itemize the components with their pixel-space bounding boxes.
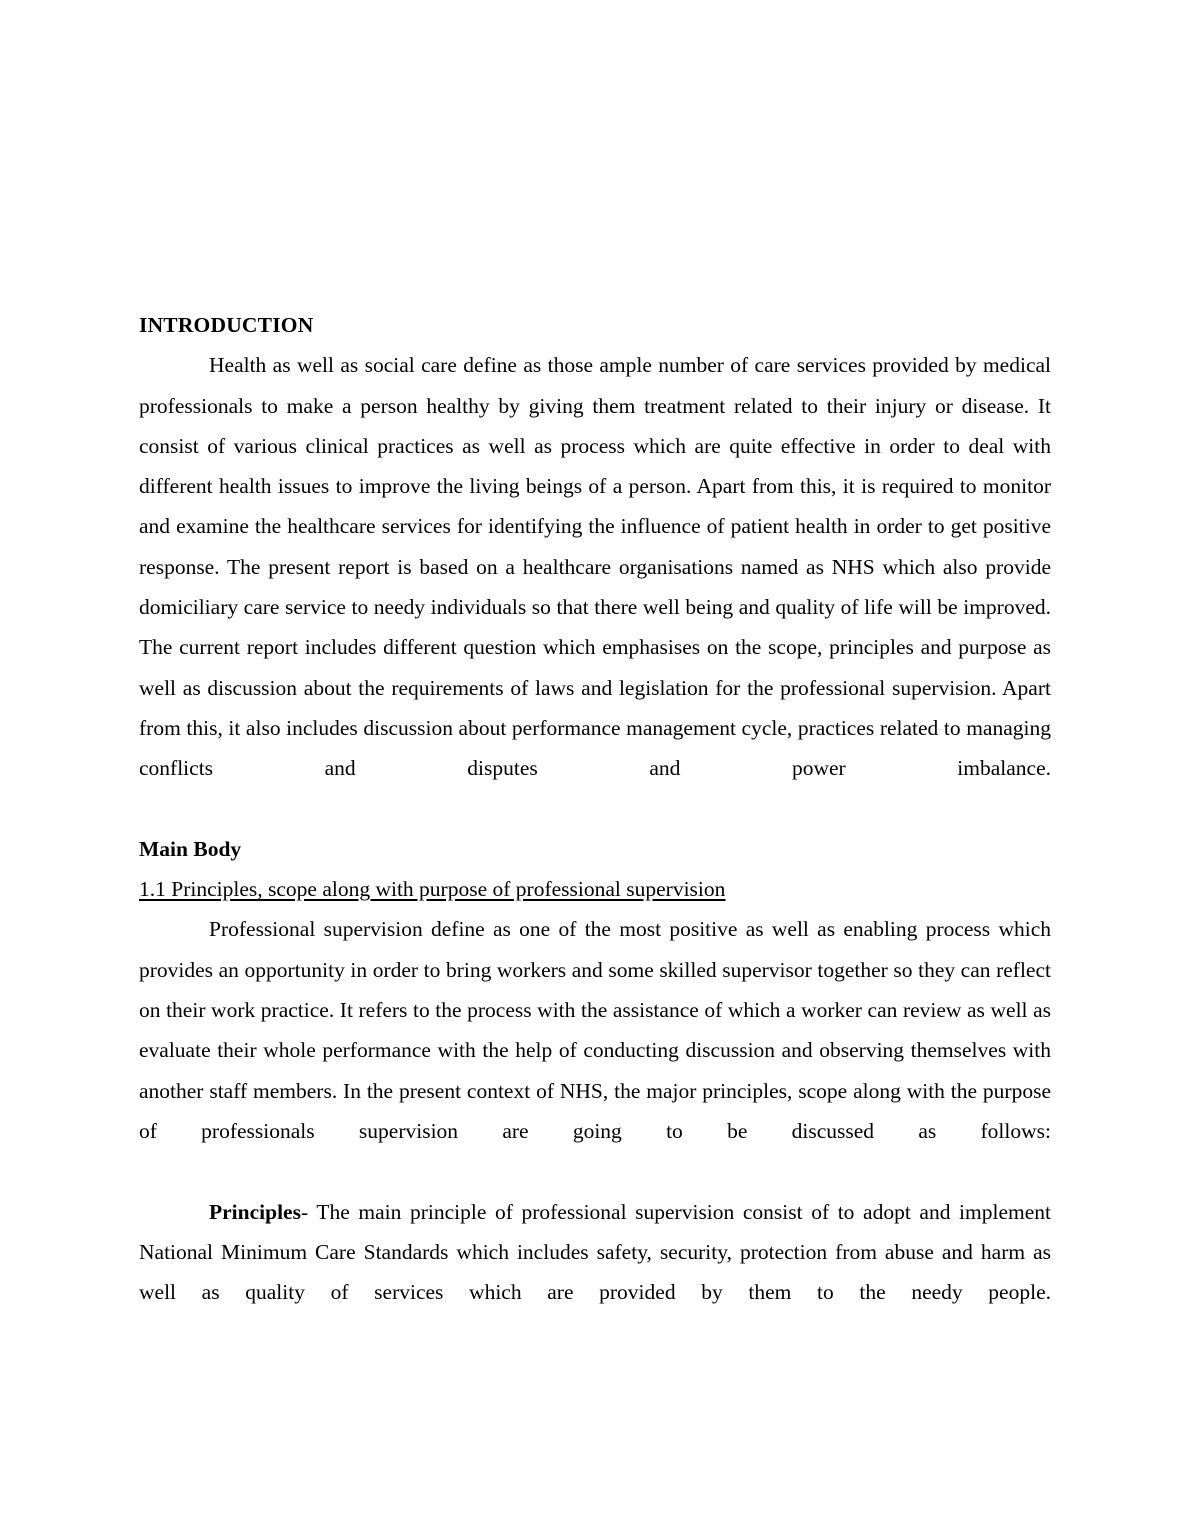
principles-label: Principles — [209, 1199, 301, 1224]
section-heading-main-body: Main Body — [139, 836, 242, 861]
section-heading-introduction: INTRODUCTION — [139, 313, 314, 337]
section-heading-1-1 — [139, 869, 1051, 909]
document-body — [139, 305, 1051, 1353]
paragraph-introduction: Health as well as social care define as those ample number of care services provided by medical professionals to make a person healthy by giving them treatment related to their injury or disease. It consist of various clinical practices as well as process which are quite effective in order to deal with different health issues to improve the living beings of a person. Apart from this, it is required to monitor and examine the healthcare services for identifying the influence of patient health in order to get positive response. The present report is based on a healthcare organisations named as NHS which also provide domiciliary care service to needy individuals so that there well being and quality of life will be improved. The current report includes different question which emphasises on the scope, principles and purpose as well as discussion about the requirements of laws and legislation for the professional supervision. Apart from this, it also includes discussion about performance management cycle, practices related to managing conflicts and disputes and power imbalance. — [139, 353, 1051, 781]
paragraph-principles — [139, 1192, 1051, 1353]
principles-text: - The main principle of professional supervision consist of to adopt and implement National Minimum Care Standards which includes safety, security, protection from abuse and harm as well as quality of services which are provided by them to the needy people. — [139, 1199, 1051, 1305]
paragraph-professional-supervision: Professional supervision define as one of the most positive as well as enabling process which provides an opportunity in order to bring workers and some skilled supervisor together so they can reflect on their work practice. It refers to the process with the assistance of which a worker can review as well as evaluate their whole performance with the help of conducting discussion and observing themselves with another staff members. In the present context of NHS, the major principles, scope along with the purpose of professionals supervision are going to be discussed as follows: — [139, 917, 1051, 1143]
section-heading-1-1-label: 1.1 Principles, scope along with purpose of professional supervision — [139, 877, 726, 902]
